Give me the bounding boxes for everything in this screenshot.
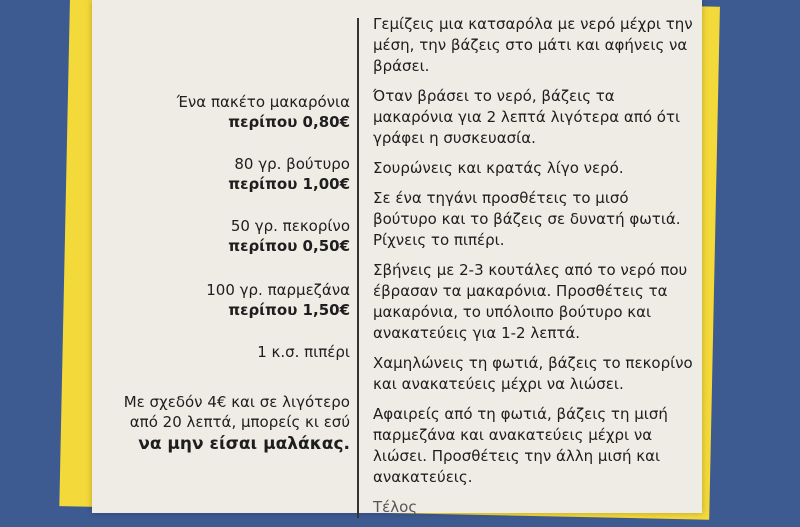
step-7: Αφαιρείς από τη φωτιά, βάζεις τη μισή παρμεζάνα και ανακατεύεις μέχρι να λιώσει. Προσθέτεις την άλλη μισή και ανακατεύεις.	[373, 405, 668, 486]
ingredients-column	[92, 0, 350, 513]
step-1: Γεμίζεις μια κατσαρόλα με νερό μέχρι την μέση, την βάζεις στο μάτι και αφήνεις να βράσει.	[373, 15, 693, 75]
slogan-line-1: Με σχεδόν 4€ και σε λιγότερο	[123, 393, 350, 411]
ingredient-price: περίπου 0,80€	[228, 113, 350, 131]
step-6: Χαμηλώνεις τη φωτιά, βάζεις το πεκορίνο και ανακατεύεις μέχρι να λιώσει.	[373, 354, 693, 393]
ingredient-pepper	[257, 342, 350, 362]
ingredient-name: 1 κ.σ. πιπέρι	[257, 343, 350, 361]
ingredient-price: περίπου 1,00€	[228, 175, 350, 193]
step-5: Σβήνεις με 2-3 κουτάλες από το νερό που έβρασαν τα μακαρόνια. Προσθέτεις τα μακαρόνια, το υπόλοιπο βούτυρο και ανακατεύεις για 1-2 λεπτά.	[373, 261, 688, 342]
slogan-emphasis: να μην είσαι μαλάκας.	[138, 434, 350, 454]
ingredient-name: Ένα πακέτο μακαρόνια	[176, 93, 350, 111]
step-3: Σουρώνεις και κρατάς λίγο νερό.	[373, 159, 624, 177]
slogan-line-2: από 20 λεπτά, μπορείς κι εσύ	[129, 413, 350, 431]
ingredient-price: περίπου 0,50€	[228, 237, 350, 255]
column-divider	[357, 18, 359, 518]
ingredient-name: 50 γρ. πεκορίνο	[230, 217, 350, 235]
step-2: Όταν βράσει το νερό, βάζεις τα μακαρόνια για 2 λεπτά λιγότερα από ότι γράφει η συσκευασία.	[373, 87, 681, 147]
step-4: Σε ένα τηγάνι προσθέτεις το μισό βούτυρο και το βάζεις σε δυνατή φωτιά. Ρίχνεις το πιπέρι.	[373, 189, 681, 249]
instructions-column	[373, 14, 693, 527]
ingredient-butter	[228, 154, 350, 194]
step-8: Τέλος	[373, 498, 418, 516]
ingredient-pasta	[177, 92, 350, 132]
ingredient-name: 80 γρ. βούτυρο	[234, 155, 350, 173]
ingredient-price: περίπου 1,50€	[228, 301, 350, 319]
recipe-sheet	[92, 0, 702, 516]
ingredient-name: 100 γρ. παρμεζάνα	[206, 281, 350, 299]
ingredient-pecorino	[228, 216, 350, 256]
slogan	[92, 392, 350, 454]
ingredient-parmesan	[206, 280, 350, 320]
